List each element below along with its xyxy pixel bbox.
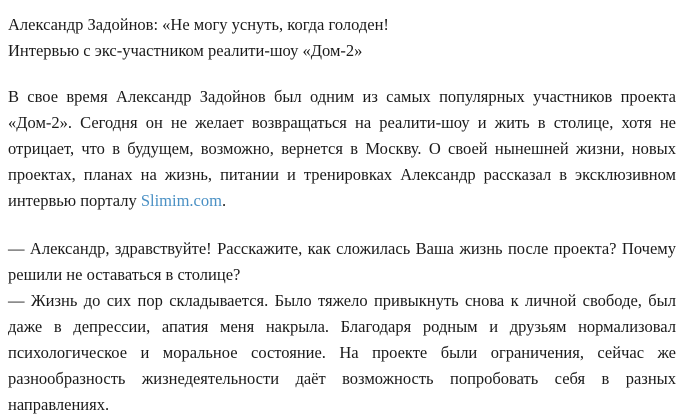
slimim-com-link[interactable]: Slimim.com: [140, 191, 222, 210]
interview-qa-block: [8, 236, 676, 418]
headline-line-2: Интервью с экс-участником реалити-шоу «Дом-2»: [8, 41, 363, 60]
interview-answer-1: — Жизнь до сих пор складывается. Было тяжело привыкнуть снова к личной свободе, был даже в депрессии, апатия меня накрыла. Благодаря родным и друзьям нормализовал психологическое и моральное состояние. На проекте были ограничения, сейчас же разнообразность жизнедеятельности даёт возможность попробовать себя в разных направлениях.: [8, 291, 676, 414]
interview-question-1: — Александр, здравствуйте! Расскажите, как сложилась Ваша жизнь после проекта? Почему решили не оставаться в столице?: [8, 239, 676, 284]
intro-text-before-link: В свое время Александр Задойнов был одним из самых популярных участников проекта «Дом-2». Сегодня он не желает возвращаться на реалити-шоу и жить в столице, хотя не отрицает, что в будущем, возможно, вернется в Москву. О своей нынешней жизни, новых проектах, планах на жизнь, питании и тренировках Александр рассказал в эксклюзивном интервью порталу: [8, 87, 676, 210]
article-headline: [8, 12, 668, 64]
intro-text-after-link: .: [221, 191, 227, 210]
article-intro-paragraph: [8, 84, 676, 214]
headline-line-1: Александр Задойнов: «Не могу уснуть, когда голоден!: [8, 15, 389, 34]
